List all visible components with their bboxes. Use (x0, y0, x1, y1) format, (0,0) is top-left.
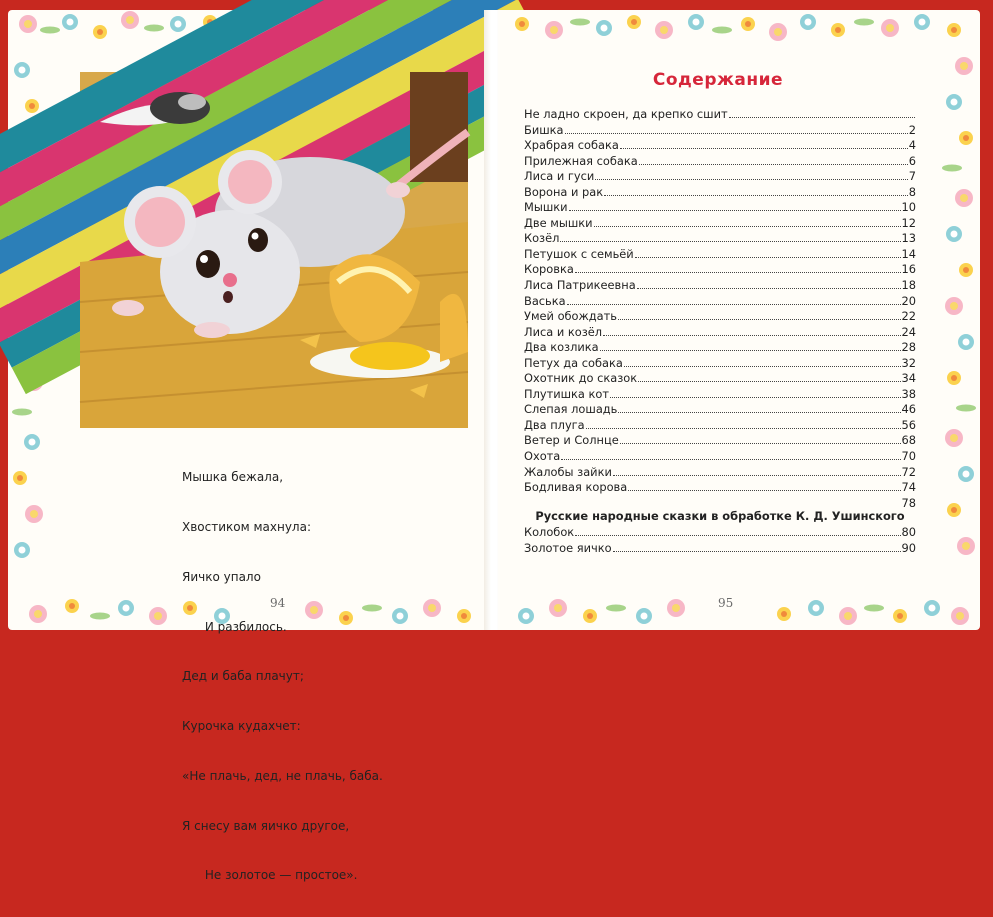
toc-entry-title: Лиса и козёл (524, 324, 603, 339)
page-number-left: 94 (270, 596, 286, 610)
toc-entry (524, 107, 916, 123)
toc-entry (524, 356, 916, 372)
toc-entry-title: Колобок (524, 525, 575, 539)
toc-leader-dots (561, 450, 900, 460)
poem-line: Яичко упало (182, 569, 261, 584)
poem-line: Мышка бежала, (182, 470, 284, 485)
toc-leader-dots (618, 310, 901, 320)
toc-leader-dots (575, 526, 900, 536)
toc-entry-title: Васька (524, 293, 566, 308)
toc-entry-page: 90 (901, 540, 916, 555)
toc-entry-page: 32 (901, 355, 916, 370)
toc-leader-dots (603, 326, 900, 336)
toc-entry (524, 169, 916, 185)
poem-line: Не золотое — простое». (182, 868, 358, 883)
toc-entry-page: 2 (908, 122, 916, 137)
toc-entry (524, 278, 916, 294)
toc-entry-page: 18 (901, 278, 916, 293)
toc-entry (524, 340, 916, 356)
toc-entry (524, 294, 916, 310)
toc-leader-dots (628, 481, 900, 491)
toc-entry (524, 309, 916, 325)
toc-leader-dots (620, 139, 908, 149)
toc-entry-page: 24 (901, 324, 916, 339)
toc-entry-title: Ворона и рак (524, 184, 604, 199)
poem-line: Курочка кудахчет: (182, 719, 301, 734)
toc-entry-page: 56 (901, 417, 916, 432)
mouse-and-egg-illustration (80, 72, 468, 428)
toc-leader-dots (586, 419, 901, 429)
toc-leader-dots (613, 466, 901, 476)
poem-line: Хвостиком махнула: (182, 519, 311, 534)
toc-entry (524, 325, 916, 341)
toc-leader-dots (569, 201, 901, 211)
toc-entry (524, 433, 916, 449)
toc-entry-page: 20 (901, 293, 916, 308)
toc-entry-page: 7 (908, 169, 916, 184)
toc-leader-dots (560, 232, 900, 242)
toc-leader-dots (575, 263, 901, 273)
contents-title: Содержание (652, 70, 784, 90)
toc-entry-title: Слепая лошадь (524, 402, 618, 417)
toc-entry-page: 80 (901, 525, 916, 539)
toc-entry (524, 231, 916, 247)
toc-entry-title: Не ладно скроен, да крепко сшит (524, 107, 728, 121)
toc-entry-title: Бодливая корова (524, 480, 628, 495)
poem-text (182, 436, 462, 917)
toc-entry-title: Бишка (524, 122, 564, 137)
toc-entry-title: Две мышки (524, 215, 593, 230)
toc-leader-dots (610, 388, 900, 398)
toc-entry (524, 465, 916, 481)
toc-entry-page: 28 (901, 340, 916, 355)
toc-leader-dots (618, 403, 900, 413)
toc-entry-page: 46 (901, 402, 916, 417)
toc-entry-title: Два козлика (524, 340, 599, 355)
toc-leader-dots (604, 186, 908, 196)
toc-leader-dots (635, 248, 901, 258)
toc-entry (524, 371, 916, 387)
toc-entry (524, 449, 916, 465)
toc-entry-title: Умей обождать (524, 309, 617, 324)
toc-entry (524, 418, 916, 434)
toc-entry-title: Плутишка кот (524, 386, 610, 401)
toc-entry-title: Два плуга (524, 417, 585, 432)
toc-entry (524, 154, 916, 170)
toc-entry (524, 480, 916, 496)
toc-entry (524, 185, 916, 201)
toc-entry-title: Золотое яичко (524, 540, 612, 555)
toc-leader-dots (600, 341, 901, 351)
toc-entry (524, 262, 916, 278)
toc-leader-dots (729, 108, 915, 118)
toc-entry-page: 22 (901, 309, 916, 324)
toc-entry (524, 123, 916, 139)
toc-entry-page: 6 (908, 153, 916, 168)
toc-entry-page: 78 (901, 495, 916, 510)
section-heading: Русские народные сказки в обработке К. Д. Ушинского (535, 509, 905, 523)
toc-entry (524, 541, 916, 557)
left-page (8, 10, 490, 883)
toc-entry-title: Жалобы зайки (524, 464, 612, 479)
toc-entry-page: 38 (901, 386, 916, 401)
toc-entry-page: 10 (901, 200, 916, 215)
toc-entry-title: Петух да собака (524, 355, 623, 370)
toc-leader-dots (594, 217, 901, 227)
book-spread (6, 6, 984, 883)
toc-leader-dots (595, 170, 908, 180)
toc-entry-page: 72 (901, 464, 916, 479)
right-page (498, 10, 980, 630)
toc-entry-page: 13 (901, 231, 916, 246)
toc-entry-page: 14 (901, 246, 916, 261)
toc-leader-dots (613, 542, 901, 552)
toc-entry-title: Козёл (524, 231, 560, 246)
toc-leader-dots (565, 124, 908, 134)
toc-entry-title: Петушок с семьёй (524, 246, 634, 261)
toc-leader-dots (637, 279, 901, 289)
poem-line: И разбилось. (182, 619, 287, 634)
toc-entry-page: 12 (901, 215, 916, 230)
poem-line: «Не плачь, дед, не плачь, баба. (182, 768, 383, 783)
toc-entry-title: Прилежная собака (524, 153, 638, 168)
page-number-right: 95 (718, 596, 734, 610)
table-of-contents (524, 107, 916, 511)
toc-entry (524, 387, 916, 403)
toc-entry (524, 216, 916, 232)
toc-entry-page: 8 (908, 184, 916, 199)
toc-leader-dots (624, 357, 901, 367)
toc-leader-dots (620, 434, 901, 444)
toc-leader-dots (638, 372, 900, 382)
toc-entry-page: 70 (901, 449, 916, 464)
toc-entry-page: 74 (901, 480, 916, 495)
toc-entry (524, 525, 916, 541)
toc-entry (524, 138, 916, 154)
toc-entry-title: Охота (524, 449, 561, 464)
toc-leader-dots (567, 295, 901, 305)
toc-entry (524, 402, 916, 418)
toc-entry-page: 16 (901, 262, 916, 277)
toc-entry (524, 200, 916, 216)
toc-entry-title: Храбрая собака (524, 138, 619, 153)
poem-line: Я снесу вам яичко другое, (182, 818, 350, 833)
toc-entry-page: 68 (901, 433, 916, 448)
toc-entry-page: 34 (901, 371, 916, 386)
toc-entry-title: Лиса и гуси (524, 169, 595, 184)
toc-entry-title: Коровка (524, 262, 574, 277)
toc-entry-title: Охотник до сказок (524, 371, 638, 386)
toc-entry-title: Лиса Патрикеевна (524, 278, 636, 293)
toc-entry (524, 247, 916, 263)
toc-entry-page: 4 (908, 138, 916, 153)
toc-entry-title: Мышки (524, 200, 568, 215)
table-of-contents-section (524, 525, 916, 556)
toc-entry-title: Ветер и Солнце (524, 433, 619, 448)
poem-line: Дед и баба плачут; (182, 669, 304, 684)
toc-leader-dots (639, 155, 908, 165)
